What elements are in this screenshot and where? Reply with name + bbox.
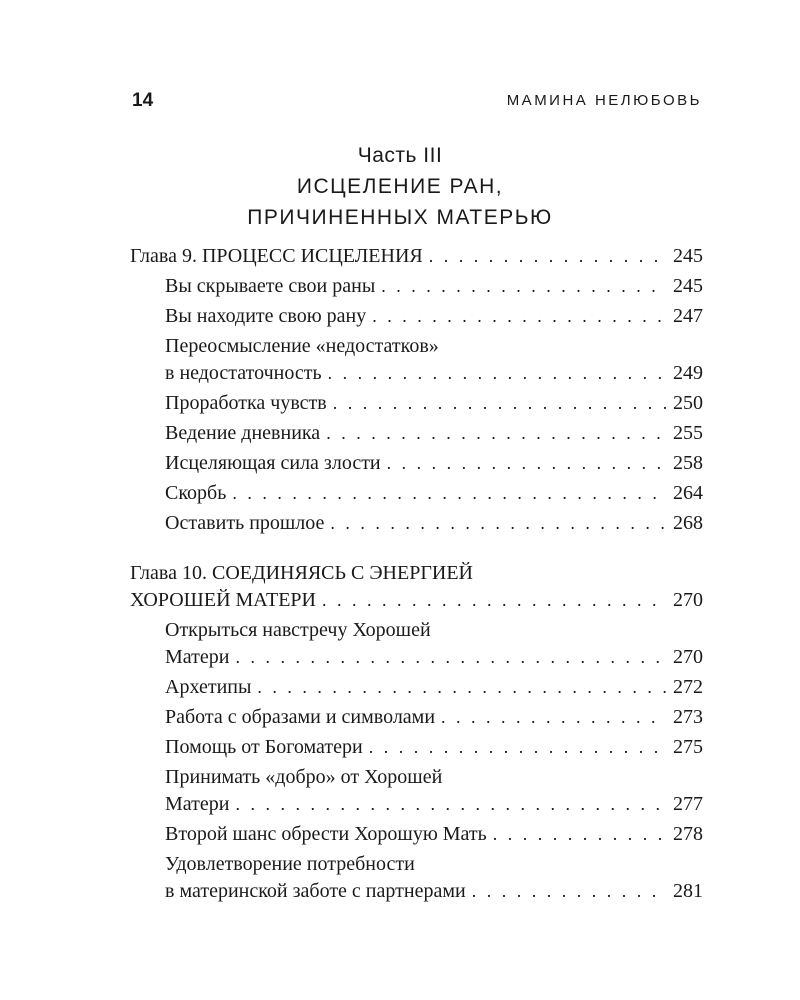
toc-entry-title-line-1: Принимать «добро» от Хорошей (165, 766, 443, 788)
toc-entry-title: Работа с образами и символами (165, 706, 436, 728)
toc-page-number: 273 (673, 706, 703, 728)
toc-chapter-title: Глава 9. ПРОЦЕСС ИСЦЕЛЕНИЯ (130, 245, 423, 267)
toc-leader-dots (369, 734, 667, 761)
toc-entry-title: Помощь от Богоматери (165, 736, 363, 758)
toc-page-number: 245 (673, 245, 703, 267)
toc-leader-dots (387, 450, 667, 477)
toc-page-number: 270 (673, 646, 703, 668)
toc-entry[interactable] (165, 734, 703, 761)
toc-entry-title: Вы находите свою рану (165, 305, 367, 327)
toc-page-number: 268 (673, 512, 703, 534)
part-label: Часть III (357, 144, 443, 167)
toc-leader-dots (232, 480, 667, 507)
toc-leader-dots (322, 587, 667, 614)
part-heading (0, 140, 800, 233)
toc-entry[interactable] (165, 704, 703, 731)
toc-entry-title: Архетипы (165, 676, 252, 698)
toc-page-number: 258 (673, 452, 703, 474)
toc-entry[interactable] (165, 273, 703, 300)
toc-leader-dots (330, 510, 667, 537)
toc-page-number: 264 (673, 482, 703, 504)
toc-entry-title-line-2: в недостаточность (165, 362, 322, 384)
toc-chapter-title-line-2: ХОРОШЕЙ МАТЕРИ (130, 589, 316, 611)
toc-leader-dots (441, 704, 667, 731)
toc-leader-dots (326, 420, 667, 447)
toc-entry[interactable] (165, 303, 703, 330)
toc-page-number: 278 (673, 823, 703, 845)
toc-entry-title: Проработка чувств (165, 392, 327, 414)
toc-chapter-10[interactable] (130, 560, 703, 614)
part-title-line-2: ПРИЧИНЕННЫХ МАТЕРЬЮ (247, 206, 553, 229)
running-head: МАМИНА НЕЛЮБОВЬ (506, 92, 702, 109)
toc-page-number: 249 (673, 362, 703, 384)
toc-entry[interactable] (165, 390, 703, 417)
toc-entry-title-line-1: Открыться навстречу Хорошей (165, 619, 431, 641)
toc-page-number: 247 (673, 305, 703, 327)
toc-leader-dots (381, 273, 667, 300)
toc-leader-dots (235, 644, 667, 671)
toc-entry-title: Скорбь (165, 482, 227, 504)
table-of-contents (130, 243, 703, 908)
part-title-line-1: ИСЦЕЛЕНИЕ РАН, (296, 175, 504, 198)
toc-page-number: 255 (673, 422, 703, 444)
toc-leader-dots (493, 821, 667, 848)
toc-page-number: 281 (673, 880, 703, 902)
toc-leader-dots (328, 360, 667, 387)
toc-entry[interactable] (165, 510, 703, 537)
toc-chapter-title-line-1: Глава 10. СОЕДИНЯЯСЬ С ЭНЕРГИЕЙ (130, 562, 473, 584)
toc-entry-title: Второй шанс обрести Хорошую Мать (165, 823, 487, 845)
toc-entry[interactable] (165, 821, 703, 848)
toc-page-number: 272 (673, 676, 703, 698)
toc-entry[interactable] (165, 333, 703, 387)
toc-leader-dots (372, 303, 667, 330)
toc-entry-title-line-1: Переосмысление «недостатков» (165, 335, 439, 357)
toc-page-number: 270 (673, 589, 703, 611)
section-gap (130, 540, 703, 560)
toc-entry[interactable] (165, 450, 703, 477)
toc-page-number: 277 (673, 793, 703, 815)
toc-entry-title: Исцеляющая сила злости (165, 452, 381, 474)
page-number: 14 (132, 90, 154, 111)
toc-chapter-9[interactable] (130, 243, 703, 270)
toc-entry-title: Ведение дневника (165, 422, 321, 444)
toc-entry[interactable] (165, 420, 703, 447)
toc-entry[interactable] (165, 480, 703, 507)
toc-entry[interactable] (165, 674, 703, 701)
toc-entry[interactable] (165, 617, 703, 671)
toc-leader-dots (235, 791, 667, 818)
toc-leader-dots (472, 878, 667, 905)
toc-entry-title: Оставить прошлое (165, 512, 325, 534)
toc-page-number: 275 (673, 736, 703, 758)
toc-page-number: 245 (673, 275, 703, 297)
toc-leader-dots (333, 390, 667, 417)
toc-page-number: 250 (673, 392, 703, 414)
toc-entry[interactable] (165, 851, 703, 905)
toc-entry-title: Вы скрываете свои раны (165, 275, 376, 297)
toc-entry-title-line-2: Матери (165, 646, 230, 668)
toc-entry-title-line-1: Удовлетворение потребности (165, 853, 415, 875)
toc-entry-title-line-2: в материнской заботе с партнерами (165, 880, 466, 902)
toc-entry[interactable] (165, 764, 703, 818)
toc-entry-title-line-2: Матери (165, 793, 230, 815)
toc-leader-dots (429, 243, 667, 270)
toc-leader-dots (257, 674, 667, 701)
